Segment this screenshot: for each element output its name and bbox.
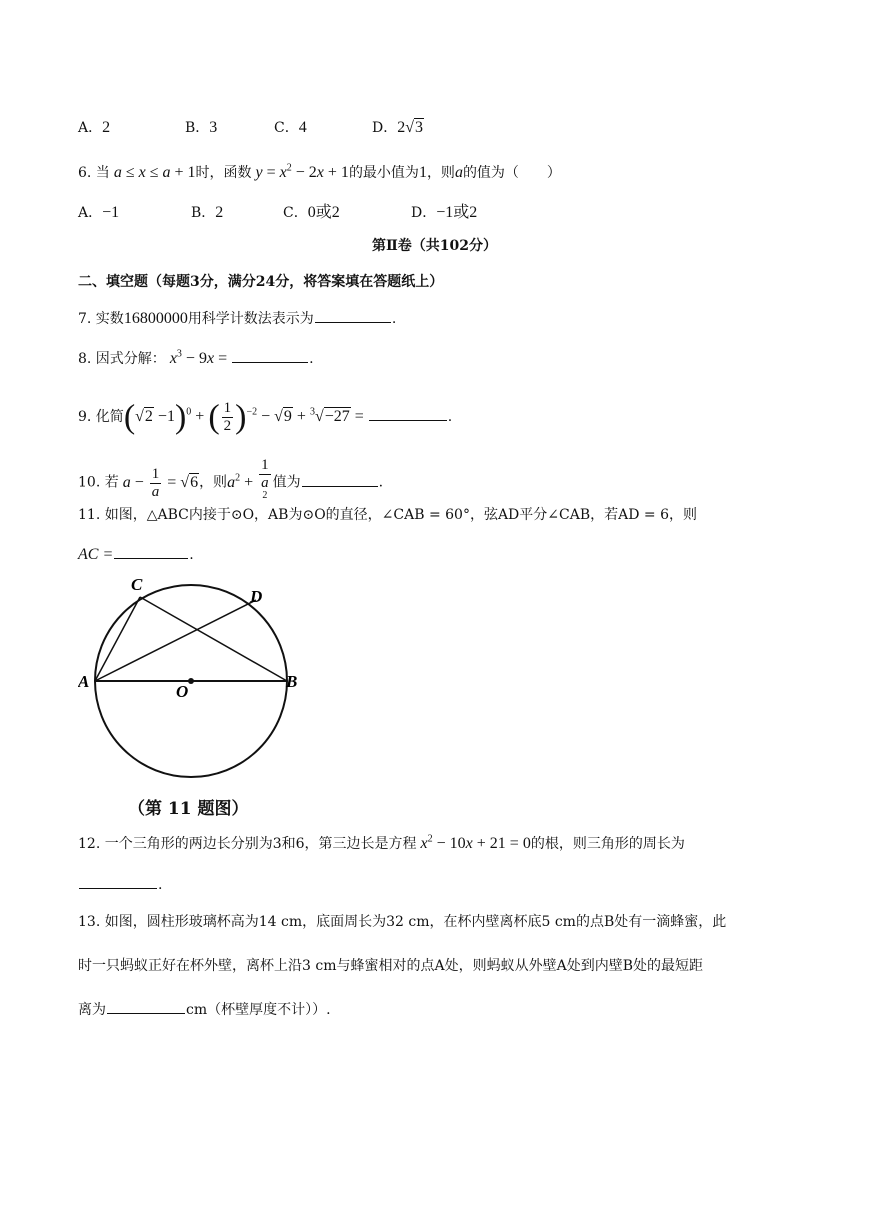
label-b: B xyxy=(286,672,298,691)
section-title: 第Ⅱ卷（共102分） xyxy=(371,238,498,254)
chord-ac xyxy=(95,597,140,681)
chord-cb xyxy=(140,597,287,681)
option-c-label: C． xyxy=(274,120,299,136)
figure-caption: （第 11 题图） xyxy=(128,799,249,819)
question-12-line1: 12. 一个三角形的两边长分别为3和6，第三边长是方程 $x^2 - 10x + 21 = 0$的根，则三角形的周长为 xyxy=(78,833,685,852)
label-a: A xyxy=(78,672,90,691)
answer-blank[interactable] xyxy=(114,544,188,559)
answer-blank[interactable] xyxy=(315,308,391,323)
center-point xyxy=(188,678,194,684)
question-10: 10. 若 a − $\frac{1}{a}$ = √6，则$a^2$ + 1 a $^2$ 值为 . xyxy=(78,457,384,501)
option-a-label: A． xyxy=(78,120,103,136)
question-6: 6. 当 a ≤ x ≤ a + 1时，函数 $y = x^2 - 2x + 1$的最小值为1，则a的值为（ ） xyxy=(78,162,561,181)
circle-figure xyxy=(78,570,308,790)
option-b-value: 3 xyxy=(209,119,218,136)
option-d-value: 2√3 xyxy=(397,119,424,136)
question-11-line2: AC = . xyxy=(78,546,194,563)
q6-options: A．−1 B．2 C．0或2 D．−1或2 xyxy=(78,204,478,221)
question-13-line2: 时一只蚂蚁正好在杯外壁，离杯上沿3 cm与蜂蜜相对的点A处，则蚂蚁从外壁A处到内壁B处的最短距 xyxy=(78,958,703,974)
question-13-line1: 13. 如图，圆柱形玻璃杯高为14 cm，底面周长为32 cm，在杯内壁离杯底5 cm的点B处有一滴蜂蜜，此 xyxy=(78,914,727,930)
label-o: O xyxy=(176,682,189,701)
answer-blank[interactable] xyxy=(107,999,185,1014)
label-d: D xyxy=(250,587,263,606)
section-heading: 二、填空题（每题3分，满分24分，将答案填在答题纸上） xyxy=(78,274,444,290)
chord-ad xyxy=(95,600,256,681)
answer-blank[interactable] xyxy=(79,874,157,889)
answer-blank[interactable] xyxy=(232,348,308,363)
question-7: 7. 实数16800000用科学计数法表示为 . xyxy=(78,310,397,327)
label-c: C xyxy=(131,575,143,594)
question-9: 9. 化简$(√2 -1)^0$ + ( $\frac{1}{2}$ )$^{-2}$ − √9 + $^3$√−27 = . xyxy=(78,398,453,436)
question-13-line3: 离为 cm（杯壁厚度不计））. xyxy=(78,999,331,1020)
option-d-label: D． xyxy=(372,120,398,136)
question-11-line1: 11. 如图，△ABC内接于⊙O，AB为⊙O的直径，∠CAB = 60°，弦AD平分∠CAB，若AD = 6，则 xyxy=(78,507,697,523)
question-8: 8. 因式分解： $x^3 - 9x$ = . xyxy=(78,348,314,367)
q5-options xyxy=(78,118,498,140)
option-c-value: 4 xyxy=(298,119,307,136)
option-a-value: 2 xyxy=(102,119,111,136)
option-b-label: B． xyxy=(185,120,210,136)
question-12-line2: . xyxy=(78,874,162,895)
answer-blank[interactable] xyxy=(369,406,447,421)
answer-blank[interactable] xyxy=(302,472,378,487)
